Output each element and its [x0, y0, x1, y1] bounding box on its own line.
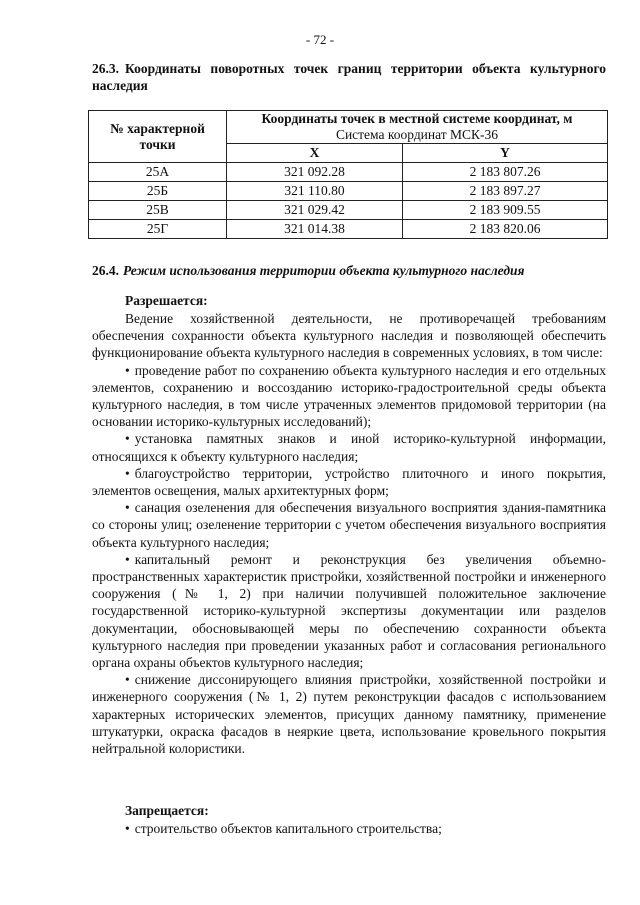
forbidden-heading: Запрещается:	[125, 803, 209, 818]
bullet-icon: •	[125, 500, 130, 516]
cell-x: 321 110.80	[227, 182, 403, 201]
page-number: - 72 -	[305, 32, 335, 47]
bullet-icon: •	[125, 431, 130, 447]
table-header-row	[89, 111, 608, 144]
list-item-text: строительство объектов капитального строительства;	[134, 821, 442, 836]
list-item	[92, 671, 606, 757]
coordinates-table	[88, 110, 608, 239]
bullet-icon: •	[125, 821, 130, 836]
header-coordinates-title: Координаты точек в местной системе координат, м	[261, 111, 573, 126]
table-row	[89, 201, 608, 220]
table-row	[89, 220, 608, 239]
list-item-text: санация озеленения для обеспечения визуального восприятия здания-памятника со стороны улиц; озеленение территории с учетом обеспечения визуального восприятия объекта культурного наследия;	[92, 500, 606, 550]
list-item	[92, 551, 606, 671]
section-title: Координаты поворотных точек границ территории объекта культурного наследия	[92, 61, 606, 93]
cell-x: 321 092.28	[227, 163, 403, 182]
header-y: Y	[403, 144, 608, 163]
bullet-icon: •	[125, 362, 130, 378]
list-item-text: благоустройство территории, устройство плиточного и иного покрытия, элементов освещения, малых архитектурных форм;	[92, 465, 606, 499]
section-number: 26.3.	[92, 61, 119, 76]
cell-point: 25В	[89, 201, 227, 220]
cell-x: 321 014.38	[227, 220, 403, 239]
list-item-text: капитальный ремонт и реконструкция без увеличения объемно-пространственных характеристик пристройки, хозяйственной постройки и инженерного сооружения (№ 1, 2) при наличии получившей положительное заключение государственной историко-культурной экспертизы документации или разделов документации, обосновывающей меры по обеспечению сохранности объекта культурного наследия при проведении указанных работ и согласования регионального органа охраны объектов культурного наследия;	[92, 551, 606, 671]
section-title: Режим использования территории объекта культурного наследия	[123, 263, 525, 278]
header-point-number	[89, 111, 227, 163]
header-point-line1: № характерной	[110, 120, 205, 136]
allowed-heading: Разрешается:	[125, 293, 208, 308]
cell-y: 2 183 897.27	[403, 182, 608, 201]
header-coordinates	[227, 111, 608, 144]
table-row	[89, 182, 608, 201]
list-item	[92, 430, 606, 464]
list-item	[92, 362, 606, 431]
bullet-icon: •	[125, 672, 130, 688]
forbidden-section	[92, 802, 606, 837]
section-heading-26-4	[92, 262, 606, 279]
header-coordinate-system: Система координат МСК-36	[335, 127, 499, 142]
list-item	[92, 465, 606, 499]
header-x: X	[227, 144, 403, 163]
allowed-intro: Ведение хозяйственной деятельности, не противоречащей требованиям обеспечения сохранности объекта культурного наследия и позволяющей обеспечить функционирование объекта культурного наследия в современных условиях, в том числе:	[92, 311, 606, 361]
bullet-icon: •	[125, 465, 130, 481]
cell-point: 25Г	[89, 220, 227, 239]
section-heading-26-3	[92, 60, 606, 94]
list-item-text: проведение работ по сохранению объекта культурного наследия и его отдельных элементов, сохранению и воссозданию историко-градостроительной среды объекта культурного наследия, в том числе утраченных элементов придомовой территории (на основании историко-культурных исследований);	[92, 362, 606, 430]
list-item	[92, 820, 606, 837]
cell-y: 2 183 909.55	[403, 201, 608, 220]
section-number: 26.4.	[92, 263, 119, 278]
list-item-text: снижение диссонирующего влияния пристройки, хозяйственной постройки и инженерного сооружения (№ 1, 2) путем реконструкции фасадов с использованием характерных исторических элементов, присущих данному памятнику, применение штукатурки, окраска фасадов в неяркие цвета, использование кровельного покрытия нейтральной колористики.	[92, 672, 606, 757]
list-item	[92, 499, 606, 551]
cell-y: 2 183 820.06	[403, 220, 608, 239]
list-item-text: установка памятных знаков и иной историко-культурной информации, относящихся к объекту культурного наследия;	[92, 431, 606, 464]
cell-point: 25А	[89, 163, 227, 182]
table-row	[89, 163, 608, 182]
header-point-line2: точки	[139, 136, 176, 152]
cell-y: 2 183 807.26	[403, 163, 608, 182]
cell-point: 25Б	[89, 182, 227, 201]
bullet-icon: •	[125, 551, 130, 567]
cell-x: 321 029.42	[227, 201, 403, 220]
allowed-section	[92, 292, 606, 757]
